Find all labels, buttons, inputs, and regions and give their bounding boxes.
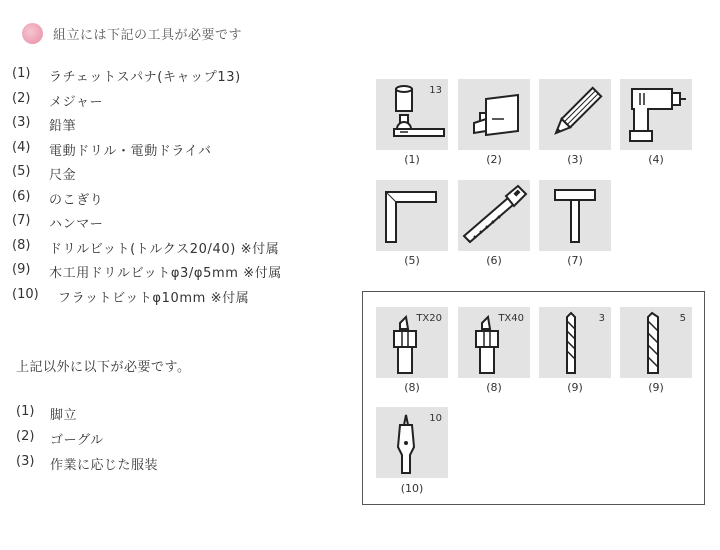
bit-size-tag: TX20	[416, 313, 442, 324]
ratchet-spanner-tile	[376, 79, 448, 150]
pencil-tile	[539, 79, 611, 150]
list-label: ハンマー	[49, 217, 104, 232]
also-needed-intro: 上記以外に以下が必要です。	[16, 360, 191, 375]
list-number: (6)	[12, 189, 31, 204]
list-number: (1)	[12, 66, 31, 81]
carpenter-square-tile	[376, 180, 448, 251]
illustration-caption: (2)	[486, 153, 502, 166]
list-label: 作業に応じた服装	[50, 458, 159, 473]
illustration-caption: (5)	[404, 254, 420, 267]
list-label: 脚立	[50, 408, 78, 423]
illustration-caption: (6)	[486, 254, 502, 267]
list-number: (2)	[12, 91, 31, 106]
list-number: (3)	[16, 454, 35, 469]
flat-bit-tile	[376, 407, 448, 478]
hammer-icon	[539, 180, 611, 251]
drill-bit-5-tile	[620, 307, 692, 378]
list-label: フラットビットφ10mm ※付属	[58, 291, 250, 306]
tape-measure-icon	[458, 79, 530, 150]
list-number: (1)	[16, 404, 35, 419]
list-number: (8)	[12, 238, 31, 253]
bit-size-tag: 3	[598, 313, 605, 324]
saw-tile	[458, 180, 530, 251]
illustration-caption: (8)	[486, 381, 502, 394]
bit-size-tag: TX40	[498, 313, 524, 324]
list-number: (5)	[12, 164, 31, 179]
pencil-icon	[539, 79, 611, 150]
illustration-caption: (4)	[648, 153, 664, 166]
illustration-caption: (10)	[400, 482, 424, 495]
list-label: のこぎり	[49, 193, 104, 208]
heading-title: 組立には下記の工具が必要です	[53, 27, 243, 43]
list-number: (7)	[12, 213, 31, 228]
list-number: (3)	[12, 115, 31, 130]
illustration-caption: (3)	[567, 153, 583, 166]
pink-dot-icon	[22, 23, 43, 44]
section-heading	[22, 22, 242, 44]
list-label: 尺金	[49, 168, 77, 183]
list-label: 木工用ドリルビットφ3/φ5mm ※付属	[49, 266, 282, 281]
list-label: 鉛筆	[49, 119, 77, 134]
hammer-tile	[539, 180, 611, 251]
bit-size-tag: 10	[429, 413, 442, 424]
power-drill-icon	[620, 79, 692, 150]
illustration-caption: (9)	[567, 381, 583, 394]
illustration-caption: (1)	[404, 153, 420, 166]
list-number: (9)	[12, 262, 31, 277]
torx40-bit-tile	[458, 307, 530, 378]
list-number: (2)	[16, 429, 35, 444]
list-number: (4)	[12, 140, 31, 155]
socket-size-tag: 13	[429, 85, 442, 96]
illustration-caption: (8)	[404, 381, 420, 394]
list-label: メジャー	[49, 95, 104, 110]
drill-bit-3-tile	[539, 307, 611, 378]
illustration-caption: (7)	[567, 254, 583, 267]
power-drill-tile	[620, 79, 692, 150]
list-label: ドリルビット(トルクス20/40) ※付属	[49, 242, 280, 257]
list-number: (10)	[12, 287, 39, 302]
tape-measure-tile	[458, 79, 530, 150]
bit-size-tag: 5	[679, 313, 686, 324]
list-label: ゴーグル	[50, 433, 104, 448]
saw-icon	[458, 180, 530, 251]
list-label: ラチェットスパナ(キャップ13)	[49, 70, 241, 85]
illustration-caption: (9)	[648, 381, 664, 394]
carpenter-square-icon	[376, 180, 448, 251]
list-label: 電動ドリル・電動ドライバ	[49, 144, 212, 159]
torx20-bit-tile	[376, 307, 448, 378]
